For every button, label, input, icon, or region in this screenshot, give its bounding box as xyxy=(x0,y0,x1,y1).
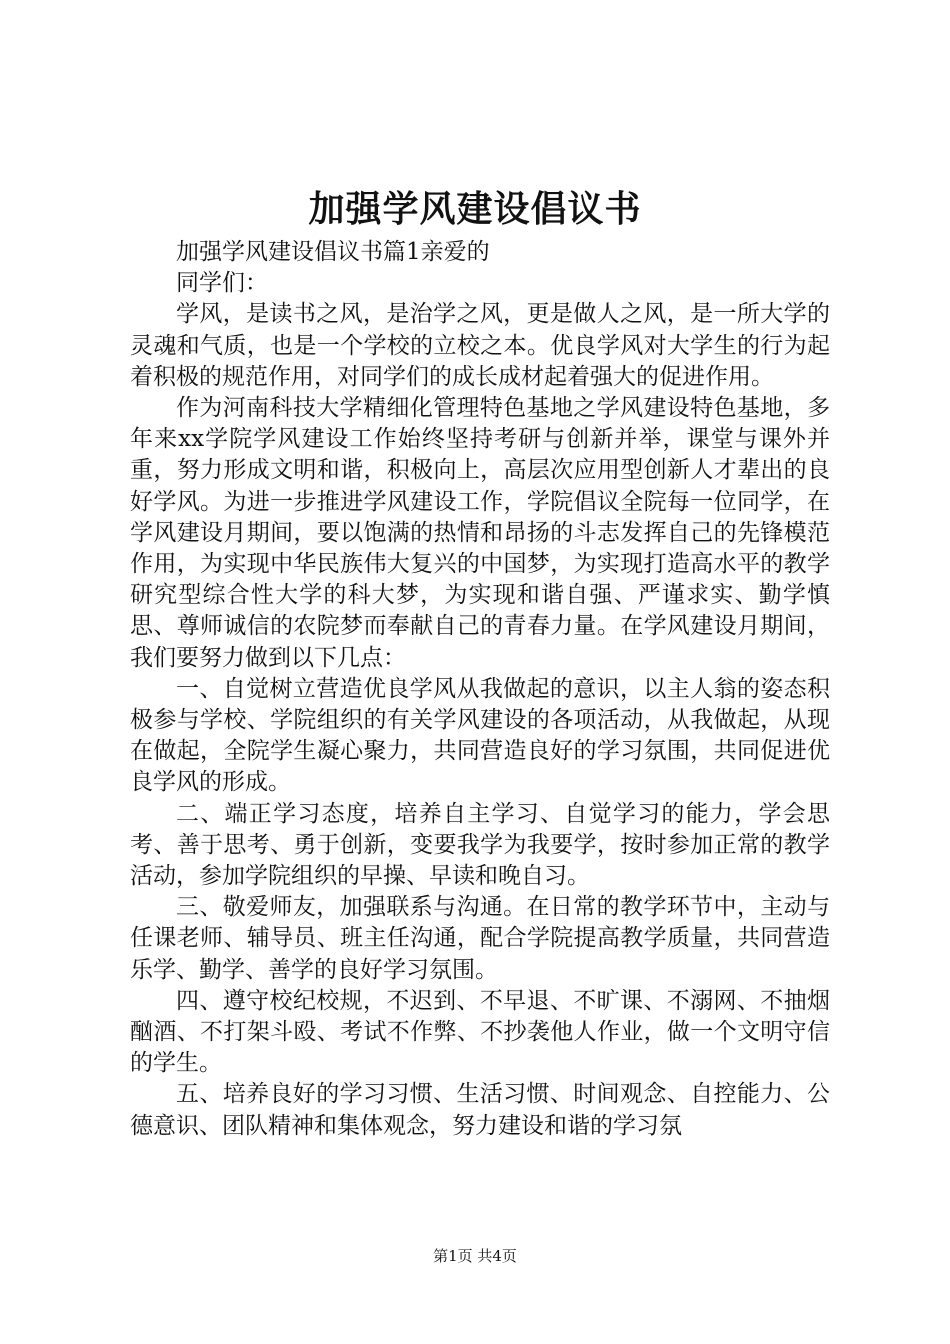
page-footer: 第1页 共4页 xyxy=(433,1247,517,1265)
paragraph-point-5: 五、培养良好的学习习惯、生活习惯、时间观念、自控能力、公德意识、团队精神和集体观念，努力建设和谐的学习氛 xyxy=(130,1081,830,1139)
paragraph-greeting-line-2: 同学们： xyxy=(176,270,268,297)
paragraph-background: 作为河南科技大学精细化管理特色基地之学风建设特色基地，多年来xx学院学风建设工作始终坚持考研与创新并举，课堂与课外并重，努力形成文明和谐，积极向上，高层次应用型创新人才辈出的良好学风。为进一步推进学风建设工作，学院倡议全院每一位同学，在学风建设月期间，要以饱满的热情和昂扬的斗志发挥自己的先锋模范作用，为实现中华民族伟大复兴的中国梦，为实现打造高水平的教学研究型综合性大学的科大梦，为实现和谐自强、严谨求实、勤学慎思、尊师诚信的农院梦而奉献自己的青春力量。在学风建设月期间，我们要努力做到以下几点： xyxy=(130,395,830,671)
paragraph-point-2: 二、端正学习态度，培养自主学习、自觉学习的能力，学会思考、善于思考、勇于创新，变要我学为我要学，按时参加正常的教学活动，参加学院组织的早操、早读和晚自习。 xyxy=(130,800,830,890)
paragraph-point-3: 三、敬爱师友，加强联系与沟通。在日常的教学环节中，主动与任课老师、辅导员、班主任沟通，配合学院提高教学质量，共同营造乐学、勤学、善学的良好学习氛围。 xyxy=(130,894,830,983)
paragraph-greeting-line-1: 加强学风建设倡议书篇1亲爱的 xyxy=(176,239,490,265)
document-title: 加强学风建设倡议书 xyxy=(308,188,642,230)
paragraph-intro: 学风，是读书之风，是治学之风，更是做人之风，是一所大学的灵魂和气质，也是一个学校的立校之本。优良学风对大学生的行为起着积极的规范作用，对同学们的成长成材起着强大的促进作用。 xyxy=(130,301,830,390)
paragraph-point-1: 一、自觉树立营造优良学风从我做起的意识，以主人翁的姿态积极参与学校、学院组织的有关学风建设的各项活动，从我做起，从现在做起，全院学生凝心聚力，共同营造良好的学习氛围，共同促进优良学风的形成。 xyxy=(130,675,830,796)
document-body xyxy=(130,237,830,1142)
paragraph-point-4: 四、遵守校纪校规，不迟到、不早退、不旷课、不溺网、不抽烟酗酒、不打架斗殴、考试不作弊、不抄袭他人作业，做一个文明守信的学生。 xyxy=(130,987,830,1077)
